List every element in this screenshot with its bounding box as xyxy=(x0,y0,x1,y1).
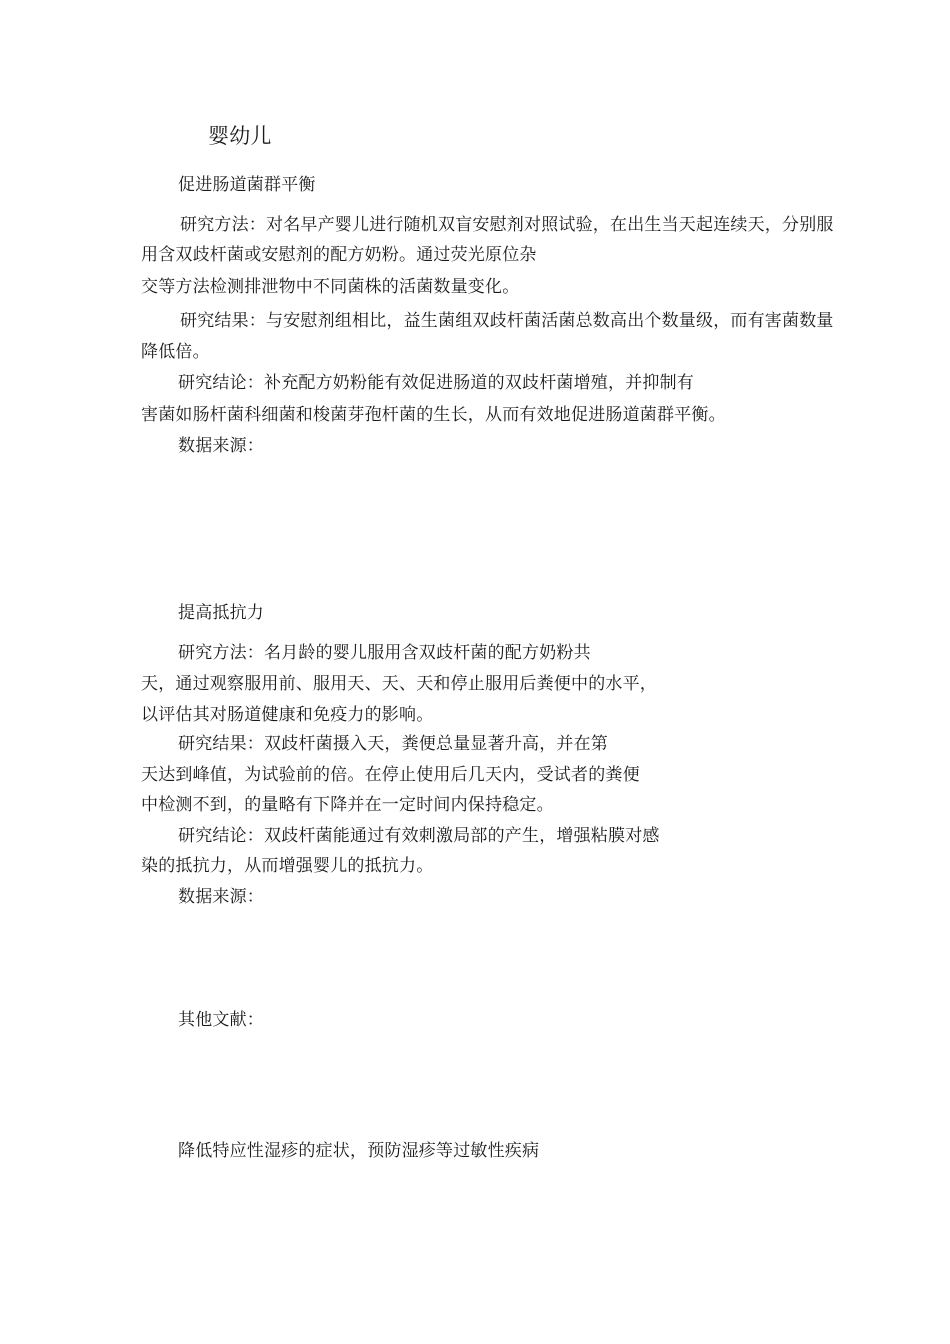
method-text: 研究方法：对名早产婴儿进行随机双盲安慰剂对照试验，在出生当天起连续天，分别服 xyxy=(180,215,834,235)
conclusion-text: 研究结论：双歧杆菌能通过有效刺激局部的产生，增强粘膜对感 xyxy=(178,826,660,846)
data-source-label: 数据来源： xyxy=(178,887,264,907)
method-text: 研究方法：名月龄的婴儿服用含双歧杆菌的配方奶粉共 xyxy=(178,643,591,663)
page-title: 婴幼儿 xyxy=(208,124,272,148)
result-text: 天达到峰值，为试验前的倍。在停止使用后几天内，受试者的粪便 xyxy=(141,765,640,785)
conclusion-text: 害菌如肠杆菌科细菌和梭菌芽孢杆菌的生长，从而有效地促进肠道菌群平衡。 xyxy=(141,405,726,425)
conclusion-text: 研究结论：补充配方奶粉能有效促进肠道的双歧杆菌增殖，并抑制有 xyxy=(178,373,694,393)
result-text: 中检测不到，的量略有下降并在一定时间内保持稳定。 xyxy=(141,795,554,815)
other-references-label: 其他文献： xyxy=(178,1010,264,1030)
result-text: 降低倍。 xyxy=(141,342,210,362)
method-text: 以评估其对肠道健康和免疫力的影响。 xyxy=(141,705,434,725)
conclusion-text: 染的抵抗力，从而增强婴儿的抵抗力。 xyxy=(141,856,434,876)
data-source-label: 数据来源： xyxy=(178,436,264,456)
result-text: 研究结果：与安慰剂组相比，益生菌组双歧杆菌活菌总数高出个数量级，而有害菌数量 xyxy=(180,311,834,331)
method-text: 交等方法检测排泄物中不同菌株的活菌数量变化。 xyxy=(141,277,520,297)
result-text: 研究结果：双歧杆菌摄入天，粪便总量显著升高，并在第 xyxy=(178,734,608,754)
section-heading: 促进肠道菌群平衡 xyxy=(178,175,316,195)
method-text: 用含双歧杆菌或安慰剂的配方奶粉。通过荧光原位杂 xyxy=(141,245,537,265)
section-heading: 降低特应性湿疹的症状，预防湿疹等过敏性疾病 xyxy=(178,1141,540,1161)
section-heading: 提高抵抗力 xyxy=(178,603,264,623)
method-text: 天，通过观察服用前、服用天、天、天和停止服用后粪便中的水平， xyxy=(141,674,657,694)
